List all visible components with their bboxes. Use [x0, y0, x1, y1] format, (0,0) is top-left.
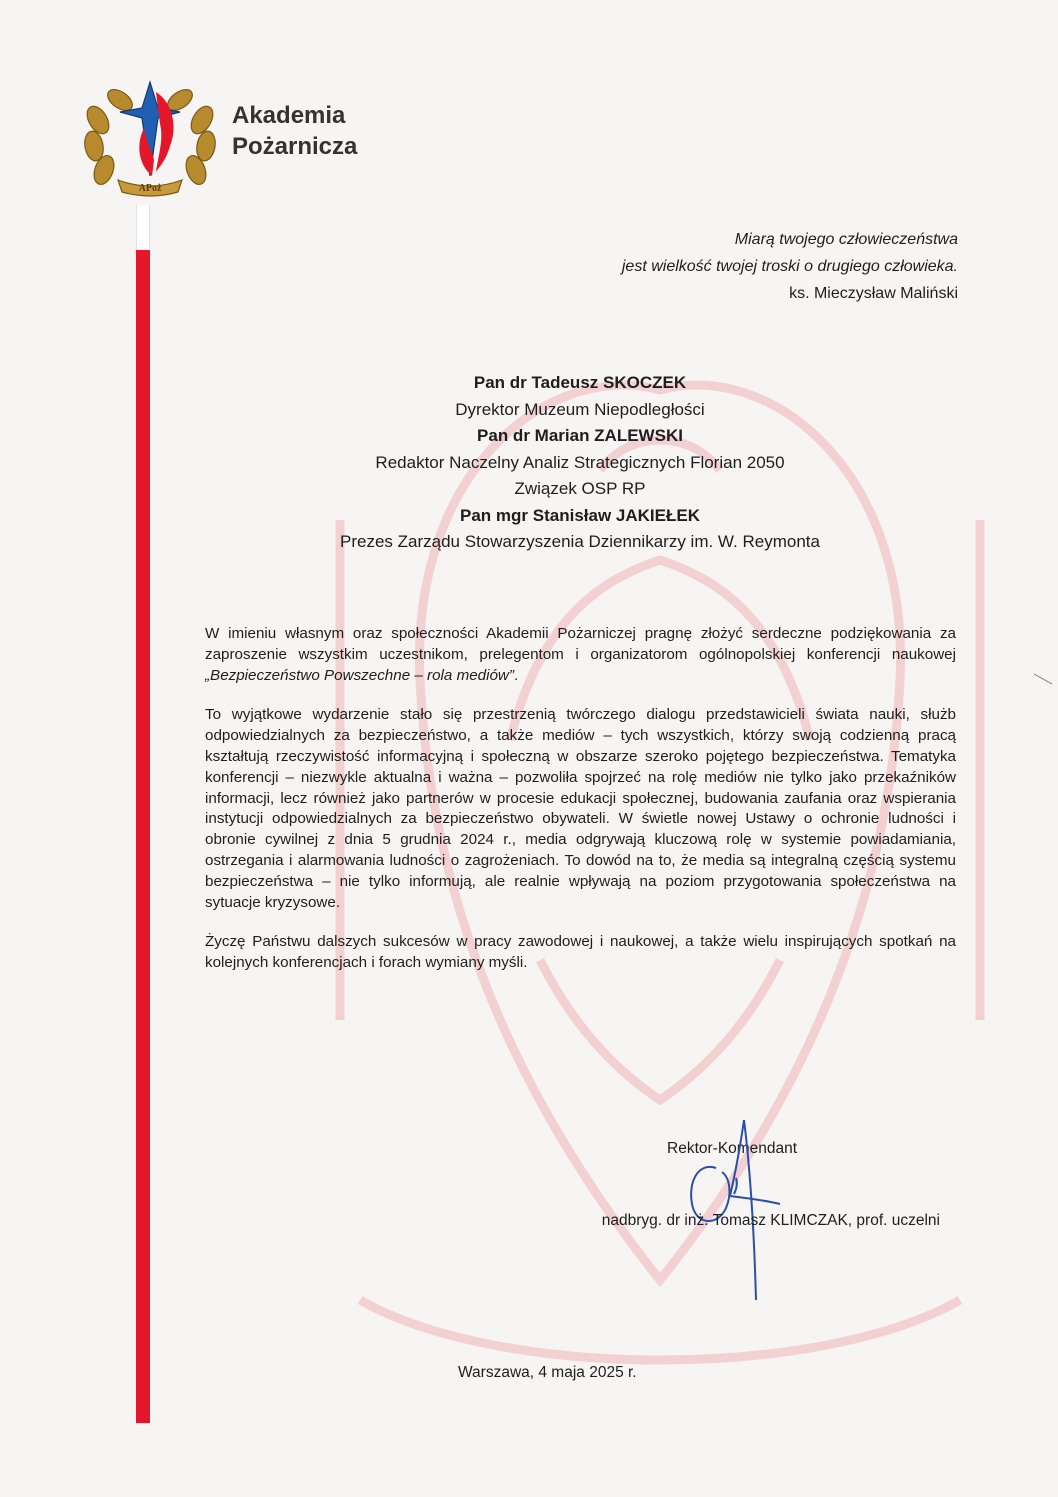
body-paragraph-2: To wyjątkowe wydarzenie stało się przestrzenią twórczego dialogu przedstawicieli świata nauki, służb odpowiedzialnych za bezpieczeństwo, a także mediów – tych wszystkich, którzy swoją codzienną pracą kształtują rzeczywistość informacyjną i społeczną w obszarze szeroko pojętego bezpieczeństwa. Tematyka konferencji – niezwykle aktualna i ważna – pozwoliła spojrzeć na rolę mediów nie tylko jako przekaźników informacji, lecz również jako partnerów w procesie edukacji społecznej, budowania zaufania oraz wspierania instytucji odpowiedzialnych za bezpieczeństwo obywateli. W świetle nowej Ustawy o ochronie ludności i obronie cywilnej z dnia 5 grudnia 2024 r., media odgrywają kluczową rolę w systemie powiadamiania, ostrzegania i alarmowania ludności o zagrożeniach. To dowód na to, że media są integralną częścią systemu bezpieczeństwa – nie tylko informują, ale realnie wpływają na poziom przygotowania społeczeństwa na sytuacje kryzysowe. [205, 706, 956, 911]
body-paragraph-3: Życzę Państwu dalszych sukcesów w pracy zawodowej i naukowej, a także wielu inspirujących spotkań na kolejnych konferencjach i forach wymiany myśli. [205, 933, 956, 972]
national-colors-band [136, 205, 150, 1423]
addressee-line: Dyrektor Muzeum Niepodległości [455, 399, 705, 419]
p1-end: . [513, 666, 519, 684]
handwritten-signature-icon [670, 1108, 790, 1308]
p1-text: W imieniu własnym oraz społeczności Akademii Pożarniczej pragnę złożyć serdeczne podziękowania za zaproszenie wszystkim uczestnikom, prelegentom i organizatorom ogólnopolskiej konferencji naukowej [205, 625, 956, 663]
signer-role: Rektor-Komendant [667, 1140, 798, 1157]
logo-text: APoż [138, 183, 162, 194]
addressee-line: Pan mgr Stanisław JAKIEŁEK [460, 505, 700, 525]
letter-body [205, 624, 956, 993]
addressee-line: Prezes Zarządu Stowarzyszenia Dziennikarzy im. W. Reymonta [340, 532, 820, 551]
institution-name-line1: Akademia [232, 102, 346, 129]
addressee-line: Pan dr Tadeusz SKOCZEK [473, 373, 687, 392]
place-and-date: Warszawa, 4 maja 2025 r. [458, 1364, 637, 1381]
institution-name-line2: Pożarnicza [232, 133, 358, 160]
signer-name: nadbryg. dr inż. Tomasz KLIMCZAK, prof. uczelni [601, 1212, 940, 1229]
motto-line1: Miarą twojego człowieczeństwa [734, 231, 958, 248]
addressee-line: Redaktor Naczelny Analiz Strategicznych Florian 2050 [375, 452, 785, 472]
band-red [136, 250, 150, 1423]
conference-title: „Bezpieczeństwo Powszechne – rola mediów” [205, 666, 514, 684]
band-white [136, 205, 150, 250]
addressee-line: Pan dr Marian ZALEWSKI [477, 426, 683, 445]
motto-quote [622, 226, 958, 307]
body-paragraph-1 [205, 624, 956, 686]
addressee-line: Związek OSP RP [514, 479, 646, 498]
institution-name [232, 100, 357, 162]
scan-mark-icon [1032, 672, 1054, 686]
motto-author: ks. Mieczysław Maliński [789, 285, 958, 302]
addressee-block [200, 370, 960, 556]
motto-line2: jest wielkość twojej troski o drugiego człowieka. [621, 258, 958, 275]
academy-logo-icon [80, 68, 220, 200]
